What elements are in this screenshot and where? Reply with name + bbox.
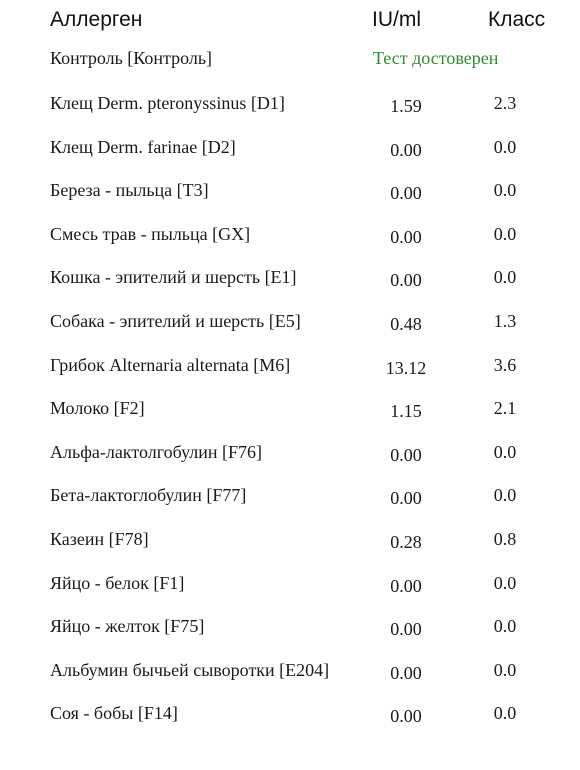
table-row (0, 355, 580, 385)
table-row (0, 311, 580, 341)
allergen-name: Береза - пыльца [T3] (50, 180, 209, 201)
table-row (0, 485, 580, 515)
table-row (0, 703, 580, 733)
iu-ml-value: 0.00 (390, 183, 422, 204)
iu-ml-value: 0.00 (390, 619, 422, 640)
table-row (0, 180, 580, 210)
table-row (0, 529, 580, 559)
allergen-name: Смесь трав - пыльца [GX] (50, 223, 251, 244)
control-name: Контроль [Контроль] (50, 48, 213, 68)
class-value: 0.0 (493, 136, 517, 157)
class-value: 0.0 (493, 267, 517, 288)
class-value: 0.0 (493, 659, 517, 680)
header-class: Класс (488, 8, 546, 31)
class-value: 0.0 (493, 441, 517, 462)
iu-ml-value: 0.00 (390, 226, 422, 247)
iu-ml-value: 0.28 (390, 532, 422, 552)
iu-ml-value: 1.59 (390, 96, 422, 116)
class-value: 2.3 (493, 93, 517, 113)
table-row (0, 573, 580, 603)
allergen-name: Клещ Derm. farinae [D2] (50, 136, 236, 157)
iu-ml-value: 0.00 (390, 575, 422, 596)
allergen-name: Яйцо - желток [F75] (50, 616, 205, 637)
table-row (0, 616, 580, 646)
header-iu-ml: IU/ml (372, 8, 421, 31)
allergen-name: Собака - эпителий и шерсть [E5] (50, 311, 301, 331)
allergen-name: Бета-лактоглобулин [F77] (50, 485, 247, 506)
class-value: 0.0 (493, 223, 517, 244)
class-value: 1.3 (493, 311, 517, 331)
header-allergen: Аллерген (50, 8, 143, 31)
allergen-name: Альбумин бычьей сыворотки [E204] (50, 659, 330, 680)
class-value: 0.8 (493, 529, 517, 549)
allergen-name: Грибок Alternaria alternata [M6] (50, 354, 291, 375)
iu-ml-value: 0.00 (390, 662, 422, 683)
iu-ml-value: 0.00 (390, 706, 422, 727)
iu-ml-value: 0.00 (390, 139, 422, 160)
iu-ml-value: 0.00 (390, 444, 422, 465)
allergen-name: Соя - бобы [F14] (50, 703, 178, 724)
class-value: 0.0 (493, 180, 517, 201)
control-status: Тест достоверен (373, 48, 499, 68)
table-row (0, 137, 580, 167)
table-row (0, 660, 580, 690)
table-row (0, 93, 580, 123)
iu-ml-value: 0.48 (390, 314, 422, 334)
iu-ml-value: 0.00 (390, 488, 422, 509)
class-value: 2.1 (493, 398, 517, 419)
class-value: 0.0 (493, 485, 517, 506)
class-value: 0.0 (493, 572, 517, 593)
table-row (0, 398, 580, 428)
allergen-name: Молоко [F2] (50, 398, 145, 419)
iu-ml-value: 0.00 (390, 270, 422, 291)
control-row (0, 48, 580, 78)
allergen-name: Альфа-лактолгобулин [F76] (50, 441, 263, 462)
allergen-name: Яйцо - белок [F1] (50, 572, 185, 593)
allergen-name: Кошка - эпителий и шерсть [E1] (50, 267, 297, 288)
table-row (0, 267, 580, 297)
class-value: 0.0 (493, 616, 517, 637)
table-row (0, 442, 580, 472)
iu-ml-value: 1.15 (390, 401, 422, 422)
table-row (0, 224, 580, 254)
class-value: 0.0 (493, 703, 517, 724)
class-value: 3.6 (493, 354, 517, 375)
allergen-name: Клещ Derm. pteronyssinus [D1] (50, 93, 285, 113)
iu-ml-value: 13.12 (385, 357, 427, 378)
allergen-name: Казеин [F78] (50, 529, 149, 549)
